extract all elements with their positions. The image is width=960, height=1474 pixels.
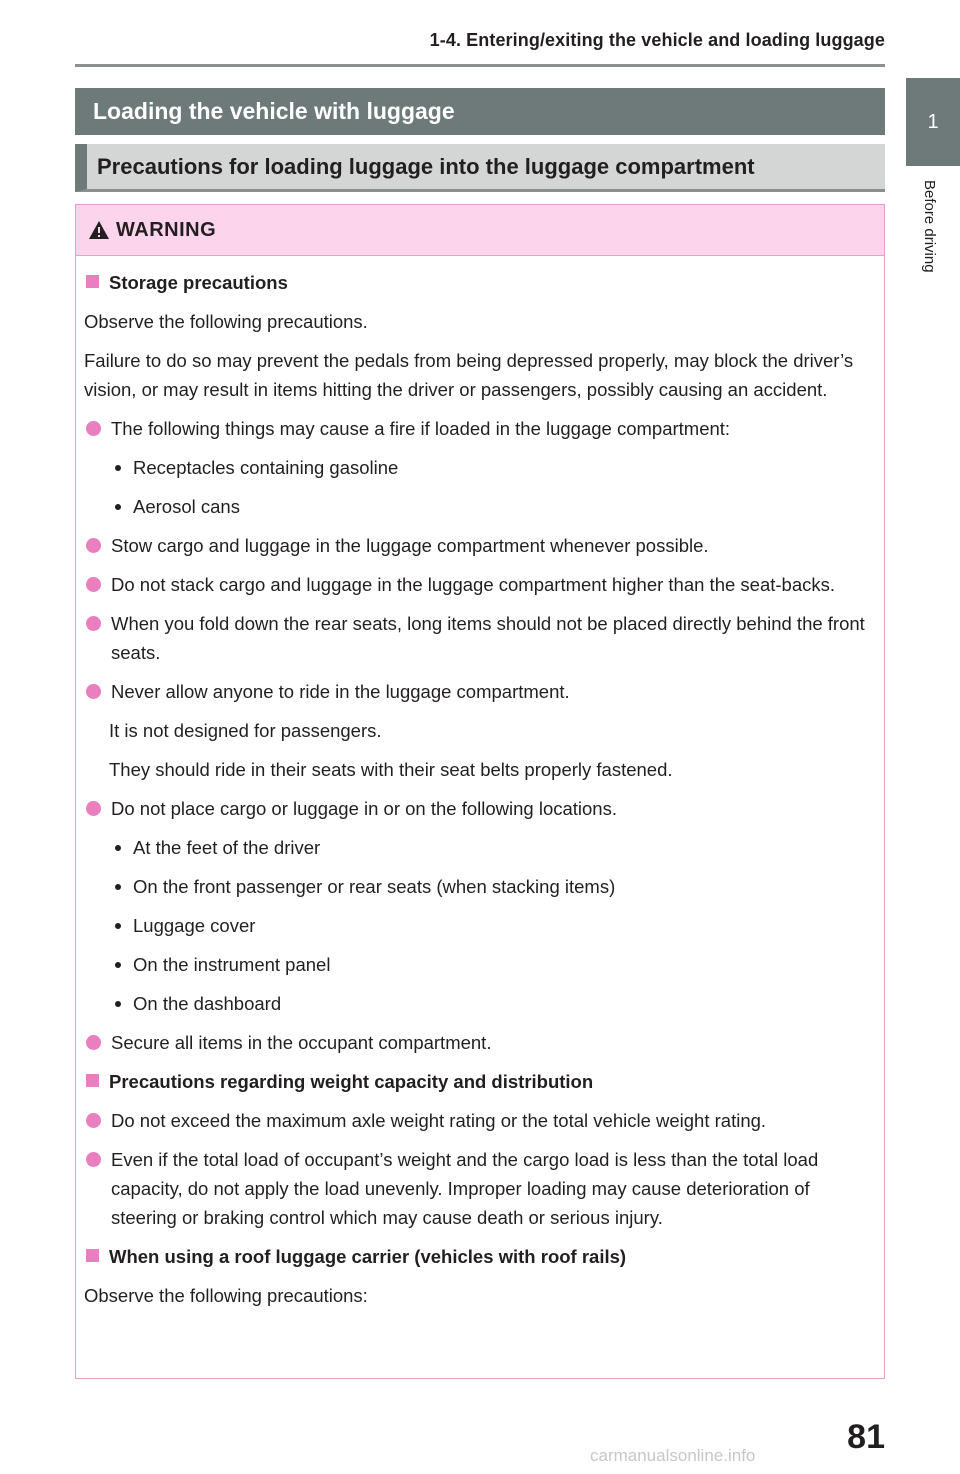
- sub-list-item: Receptacles containing gasoline: [84, 453, 870, 482]
- dot-bullet-icon: [115, 465, 121, 471]
- list-item: Do not exceed the maximum axle weight rating or the total vehicle weight rating.: [84, 1106, 870, 1135]
- storage-heading: Storage precautions: [84, 268, 870, 297]
- list-item: Do not stack cargo and luggage in the luggage compartment higher than the seat-backs.: [84, 570, 870, 599]
- header-rule: [75, 64, 885, 67]
- continuation-text: They should ride in their seats with their seat belts properly fastened.: [109, 759, 673, 780]
- list-item: Secure all items in the occupant compartment.: [84, 1028, 870, 1057]
- chapter-tab: 1: [906, 78, 960, 166]
- warning-triangle-icon: [88, 220, 110, 240]
- list-item: Never allow anyone to ride in the luggage compartment.: [84, 677, 870, 706]
- circle-bullet-icon: [86, 616, 101, 631]
- dot-bullet-icon: [115, 923, 121, 929]
- sub-list-item: On the dashboard: [84, 989, 870, 1018]
- watermark: carmanualsonline.info: [590, 1446, 756, 1465]
- paragraph: Observe the following precautions:: [84, 1285, 368, 1306]
- chapter-label: Before driving: [921, 180, 938, 273]
- circle-bullet-icon: [86, 1035, 101, 1050]
- list-item: Stow cargo and luggage in the luggage compartment whenever possible.: [84, 531, 870, 560]
- circle-bullet-icon: [86, 421, 101, 436]
- circle-bullet-icon: [86, 1113, 101, 1128]
- sub-list-item: At the feet of the driver: [84, 833, 870, 862]
- sub-list-item: On the front passenger or rear seats (when stacking items): [84, 872, 870, 901]
- paragraph: Observe the following precautions.: [84, 311, 368, 332]
- circle-bullet-icon: [86, 684, 101, 699]
- list-item: The following things may cause a fire if loaded in the luggage compartment:: [84, 414, 870, 443]
- sub-list-item: On the instrument panel: [84, 950, 870, 979]
- warning-header: [76, 205, 884, 256]
- section-title: Loading the vehicle with luggage: [75, 88, 885, 135]
- circle-bullet-icon: [86, 538, 101, 553]
- roof-heading: When using a roof luggage carrier (vehicles with roof rails): [84, 1242, 870, 1271]
- circle-bullet-icon: [86, 577, 101, 592]
- square-bullet-icon: [86, 1074, 99, 1087]
- running-header: 1-4. Entering/exiting the vehicle and loading luggage: [429, 30, 885, 50]
- section-subtitle: Precautions for loading luggage into the luggage compartment: [75, 144, 885, 192]
- sub-list-item: Luggage cover: [84, 911, 870, 940]
- weight-heading: Precautions regarding weight capacity and distribution: [84, 1067, 870, 1096]
- list-item: Do not place cargo or luggage in or on the following locations.: [84, 794, 870, 823]
- circle-bullet-icon: [86, 801, 101, 816]
- list-item: Even if the total load of occupant’s weight and the cargo load is less than the total load capacity, do not apply the load unevenly. Improper loading may cause deterioration of steering or braking control which may cause death or serious injury.: [84, 1145, 870, 1232]
- list-item: When you fold down the rear seats, long items should not be placed directly behind the front seats.: [84, 609, 870, 667]
- dot-bullet-icon: [115, 504, 121, 510]
- dot-bullet-icon: [115, 845, 121, 851]
- warning-label: WARNING: [116, 218, 217, 241]
- square-bullet-icon: [86, 275, 99, 288]
- circle-bullet-icon: [86, 1152, 101, 1167]
- dot-bullet-icon: [115, 1001, 121, 1007]
- paragraph: Failure to do so may prevent the pedals from being depressed properly, may block the driver’s vision, or may result in items hitting the driver or passengers, possibly causing an accident.: [84, 350, 854, 400]
- warning-body: [76, 256, 884, 1310]
- square-bullet-icon: [86, 1249, 99, 1262]
- warning-box: [75, 204, 885, 1379]
- continuation-text: It is not designed for passengers.: [109, 720, 382, 741]
- dot-bullet-icon: [115, 962, 121, 968]
- dot-bullet-icon: [115, 884, 121, 890]
- page-number: 81: [847, 1418, 885, 1456]
- sub-list-item: Aerosol cans: [84, 492, 870, 521]
